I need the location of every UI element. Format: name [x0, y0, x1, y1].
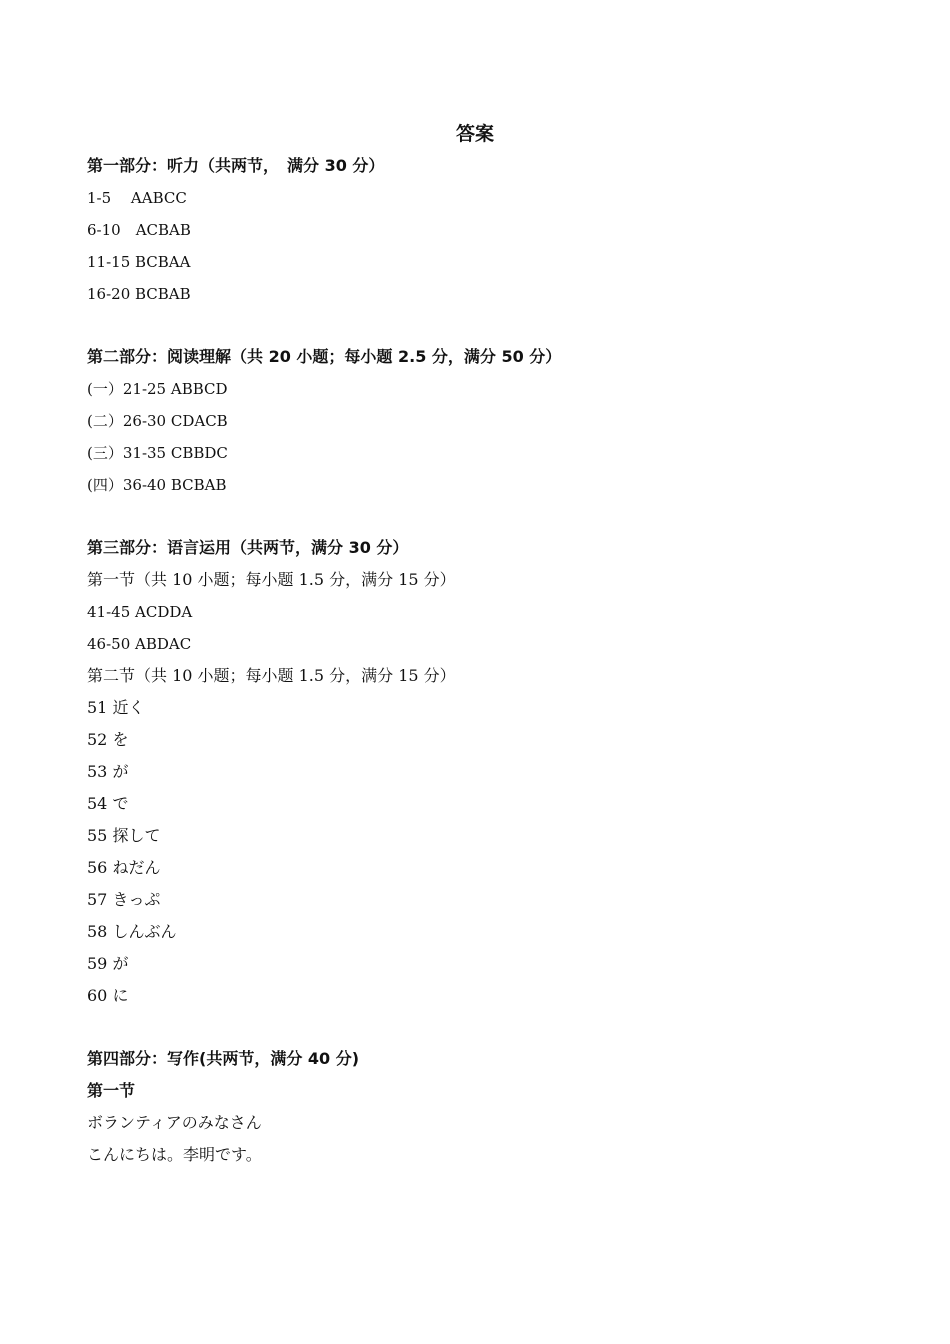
answer-line: 46-50 ABDAC [87, 635, 192, 653]
answer-line: 59 が [87, 954, 129, 973]
answer-line: (一）21-25 ABBCD [87, 380, 228, 398]
essay-line: こんにちは。李明です。 [87, 1145, 262, 1164]
answer-line: 58 しんぶん [87, 922, 177, 941]
section4-heading: 第四部分：写作(共两节，满分 40 分) [87, 1049, 360, 1068]
answer-line: 54 で [87, 794, 129, 813]
answer-line: 16-20 BCBAB [87, 285, 191, 303]
answer-line: 60 に [87, 986, 129, 1005]
answer-line: 57 きっぷ [87, 890, 161, 909]
section3-heading: 第三部分：语言运用（共两节，满分 30 分） [87, 538, 409, 557]
answer-line: 11-15 BCBAA [87, 253, 191, 271]
section4-part1-heading: 第一节 [87, 1081, 136, 1100]
answer-line: 56 ねだん [87, 858, 161, 877]
answer-line: 52 を [87, 730, 129, 749]
spacer [87, 1012, 887, 1043]
answer-line: 1-5 AABCC [87, 189, 187, 207]
answer-line: 51 近く [87, 698, 145, 717]
section1-heading: 第一部分：听力（共两节， 满分 30 分） [87, 156, 385, 175]
answer-line: 6-10 ACBAB [87, 221, 191, 239]
spacer [87, 310, 887, 341]
answer-line: 41-45 ACDDA [87, 603, 193, 621]
spacer [87, 501, 887, 532]
section3-part2-heading: 第二节（共 10 小题；每小题 1.5 分，满分 15 分） [87, 666, 456, 685]
document-body [87, 150, 887, 1171]
section3-part1-heading: 第一节（共 10 小题；每小题 1.5 分，满分 15 分） [87, 570, 456, 589]
essay-line: ボランティアのみなさん [87, 1113, 262, 1132]
answer-line: (三）31-35 CBBDC [87, 444, 228, 462]
answer-line: (二）26-30 CDACB [87, 412, 228, 430]
answer-line: (四）36-40 BCBAB [87, 476, 227, 494]
answer-line: 55 探して [87, 826, 161, 845]
section2-heading: 第二部分：阅读理解（共 20 小题；每小题 2.5 分，满分 50 分） [87, 347, 562, 366]
answer-line: 53 が [87, 762, 129, 781]
document-title: 答案 [455, 123, 494, 145]
